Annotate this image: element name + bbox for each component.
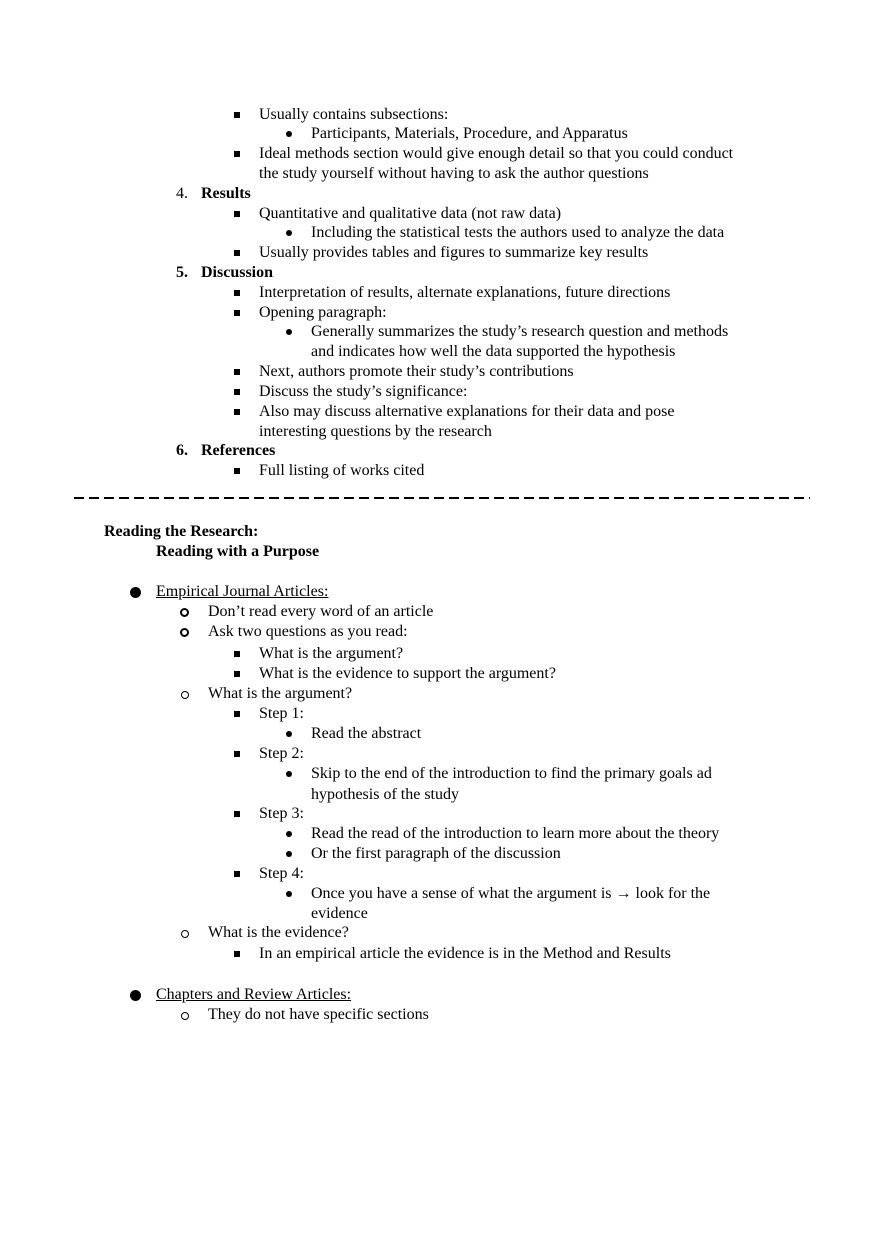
discussion-point3: Next, authors promote their study’s contributions bbox=[259, 363, 574, 380]
discussion-point2-sub-line2: and indicates how well the data supported the hypothesis bbox=[311, 343, 676, 360]
round-bullet-icon bbox=[286, 891, 292, 897]
square-bullet-icon bbox=[234, 671, 240, 677]
hollow-bullet-icon bbox=[181, 930, 189, 938]
dashed-divider bbox=[74, 497, 810, 499]
empirical-heading: Empirical Journal Articles: bbox=[156, 583, 329, 600]
results-point2: Usually provides tables and figures to summarize key results bbox=[259, 244, 649, 261]
discussion-point4: Discuss the study’s significance: bbox=[259, 383, 468, 400]
large-bullet-icon bbox=[130, 990, 141, 1001]
discussion-number: 5. bbox=[176, 264, 188, 281]
hollow-bullet-icon bbox=[180, 628, 189, 637]
square-bullet-icon bbox=[234, 951, 240, 957]
round-bullet-icon bbox=[286, 831, 292, 837]
hollow-bullet-icon bbox=[181, 1012, 189, 1020]
step2-detail-line1: Skip to the end of the introduction to find the primary goals ad bbox=[311, 765, 712, 782]
step3-detail1: Read the read of the introduction to learn more about the theory bbox=[311, 825, 720, 842]
methods-subsections-intro: Usually contains subsections: bbox=[259, 106, 449, 123]
step2-label: Step 2: bbox=[259, 745, 304, 762]
square-bullet-icon bbox=[234, 310, 240, 316]
step4-label: Step 4: bbox=[259, 865, 304, 882]
discussion-point5-line1: Also may discuss alternative explanations for their data and pose bbox=[259, 403, 675, 420]
step4-detail-line1 bbox=[311, 884, 710, 904]
square-bullet-icon bbox=[234, 389, 240, 395]
chapters-heading: Chapters and Review Articles: bbox=[156, 986, 352, 1003]
square-bullet-icon bbox=[234, 711, 240, 717]
references-point1: Full listing of works cited bbox=[259, 462, 425, 479]
argument-heading: What is the argument? bbox=[208, 685, 353, 702]
chapters-point1: They do not have specific sections bbox=[208, 1006, 429, 1023]
references-number: 6. bbox=[176, 442, 188, 459]
large-bullet-icon bbox=[130, 587, 141, 598]
reading-subtitle: Reading with a Purpose bbox=[156, 543, 320, 560]
round-bullet-icon bbox=[286, 131, 292, 137]
round-bullet-icon bbox=[286, 329, 292, 335]
square-bullet-icon bbox=[234, 151, 240, 157]
evidence-heading: What is the evidence? bbox=[208, 924, 349, 941]
step1-label: Step 1: bbox=[259, 705, 304, 722]
empirical-tip1: Don’t read every word of an article bbox=[208, 603, 434, 620]
hollow-bullet-icon bbox=[181, 691, 189, 699]
round-bullet-icon bbox=[286, 230, 292, 236]
round-bullet-icon bbox=[286, 771, 292, 777]
results-point1: Quantitative and qualitative data (not raw data) bbox=[259, 205, 562, 222]
step2-detail-line2: hypothesis of the study bbox=[311, 786, 459, 803]
references-heading: References bbox=[201, 442, 276, 459]
square-bullet-icon bbox=[234, 811, 240, 817]
square-bullet-icon bbox=[234, 290, 240, 296]
square-bullet-icon bbox=[234, 651, 240, 657]
empirical-tip2: Ask two questions as you read: bbox=[208, 623, 408, 640]
step1-detail: Read the abstract bbox=[311, 725, 422, 742]
square-bullet-icon bbox=[234, 871, 240, 877]
results-point1-sub: Including the statistical tests the authors used to analyze the data bbox=[311, 224, 725, 241]
reading-title: Reading the Research: bbox=[104, 523, 259, 540]
square-bullet-icon bbox=[234, 751, 240, 757]
methods-ideal-line1: Ideal methods section would give enough detail so that you could conduct bbox=[259, 145, 734, 162]
hollow-bullet-icon bbox=[180, 608, 189, 617]
square-bullet-icon bbox=[234, 369, 240, 375]
methods-ideal-line2: the study yourself without having to ask the author questions bbox=[259, 165, 649, 182]
discussion-point1: Interpretation of results, alternate explanations, future directions bbox=[259, 284, 671, 301]
step3-label: Step 3: bbox=[259, 805, 304, 822]
methods-subsections-list: Participants, Materials, Procedure, and Apparatus bbox=[311, 125, 628, 142]
step4-detail-line2: evidence bbox=[311, 905, 368, 922]
evidence-detail: In an empirical article the evidence is in the Method and Results bbox=[259, 945, 671, 962]
right-arrow-icon: → bbox=[615, 885, 632, 902]
step3-detail2: Or the first paragraph of the discussion bbox=[311, 845, 561, 862]
empirical-q2: What is the evidence to support the argument? bbox=[259, 665, 556, 682]
results-heading: Results bbox=[201, 185, 251, 202]
square-bullet-icon bbox=[234, 112, 240, 118]
discussion-point2-sub-line1: Generally summarizes the study’s research question and methods bbox=[311, 323, 729, 340]
round-bullet-icon bbox=[286, 731, 292, 737]
square-bullet-icon bbox=[234, 409, 240, 415]
results-number: 4. bbox=[176, 185, 188, 202]
discussion-point2: Opening paragraph: bbox=[259, 304, 387, 321]
step4-detail-part1: Once you have a sense of what the argument is bbox=[311, 885, 612, 902]
step4-detail-part2: look for the bbox=[635, 885, 711, 902]
square-bullet-icon bbox=[234, 211, 240, 217]
square-bullet-icon bbox=[234, 250, 240, 256]
empirical-q1: What is the argument? bbox=[259, 645, 404, 662]
discussion-point5-line2: interesting questions by the research bbox=[259, 423, 492, 440]
square-bullet-icon bbox=[234, 468, 240, 474]
discussion-heading: Discussion bbox=[201, 264, 274, 281]
round-bullet-icon bbox=[286, 851, 292, 857]
